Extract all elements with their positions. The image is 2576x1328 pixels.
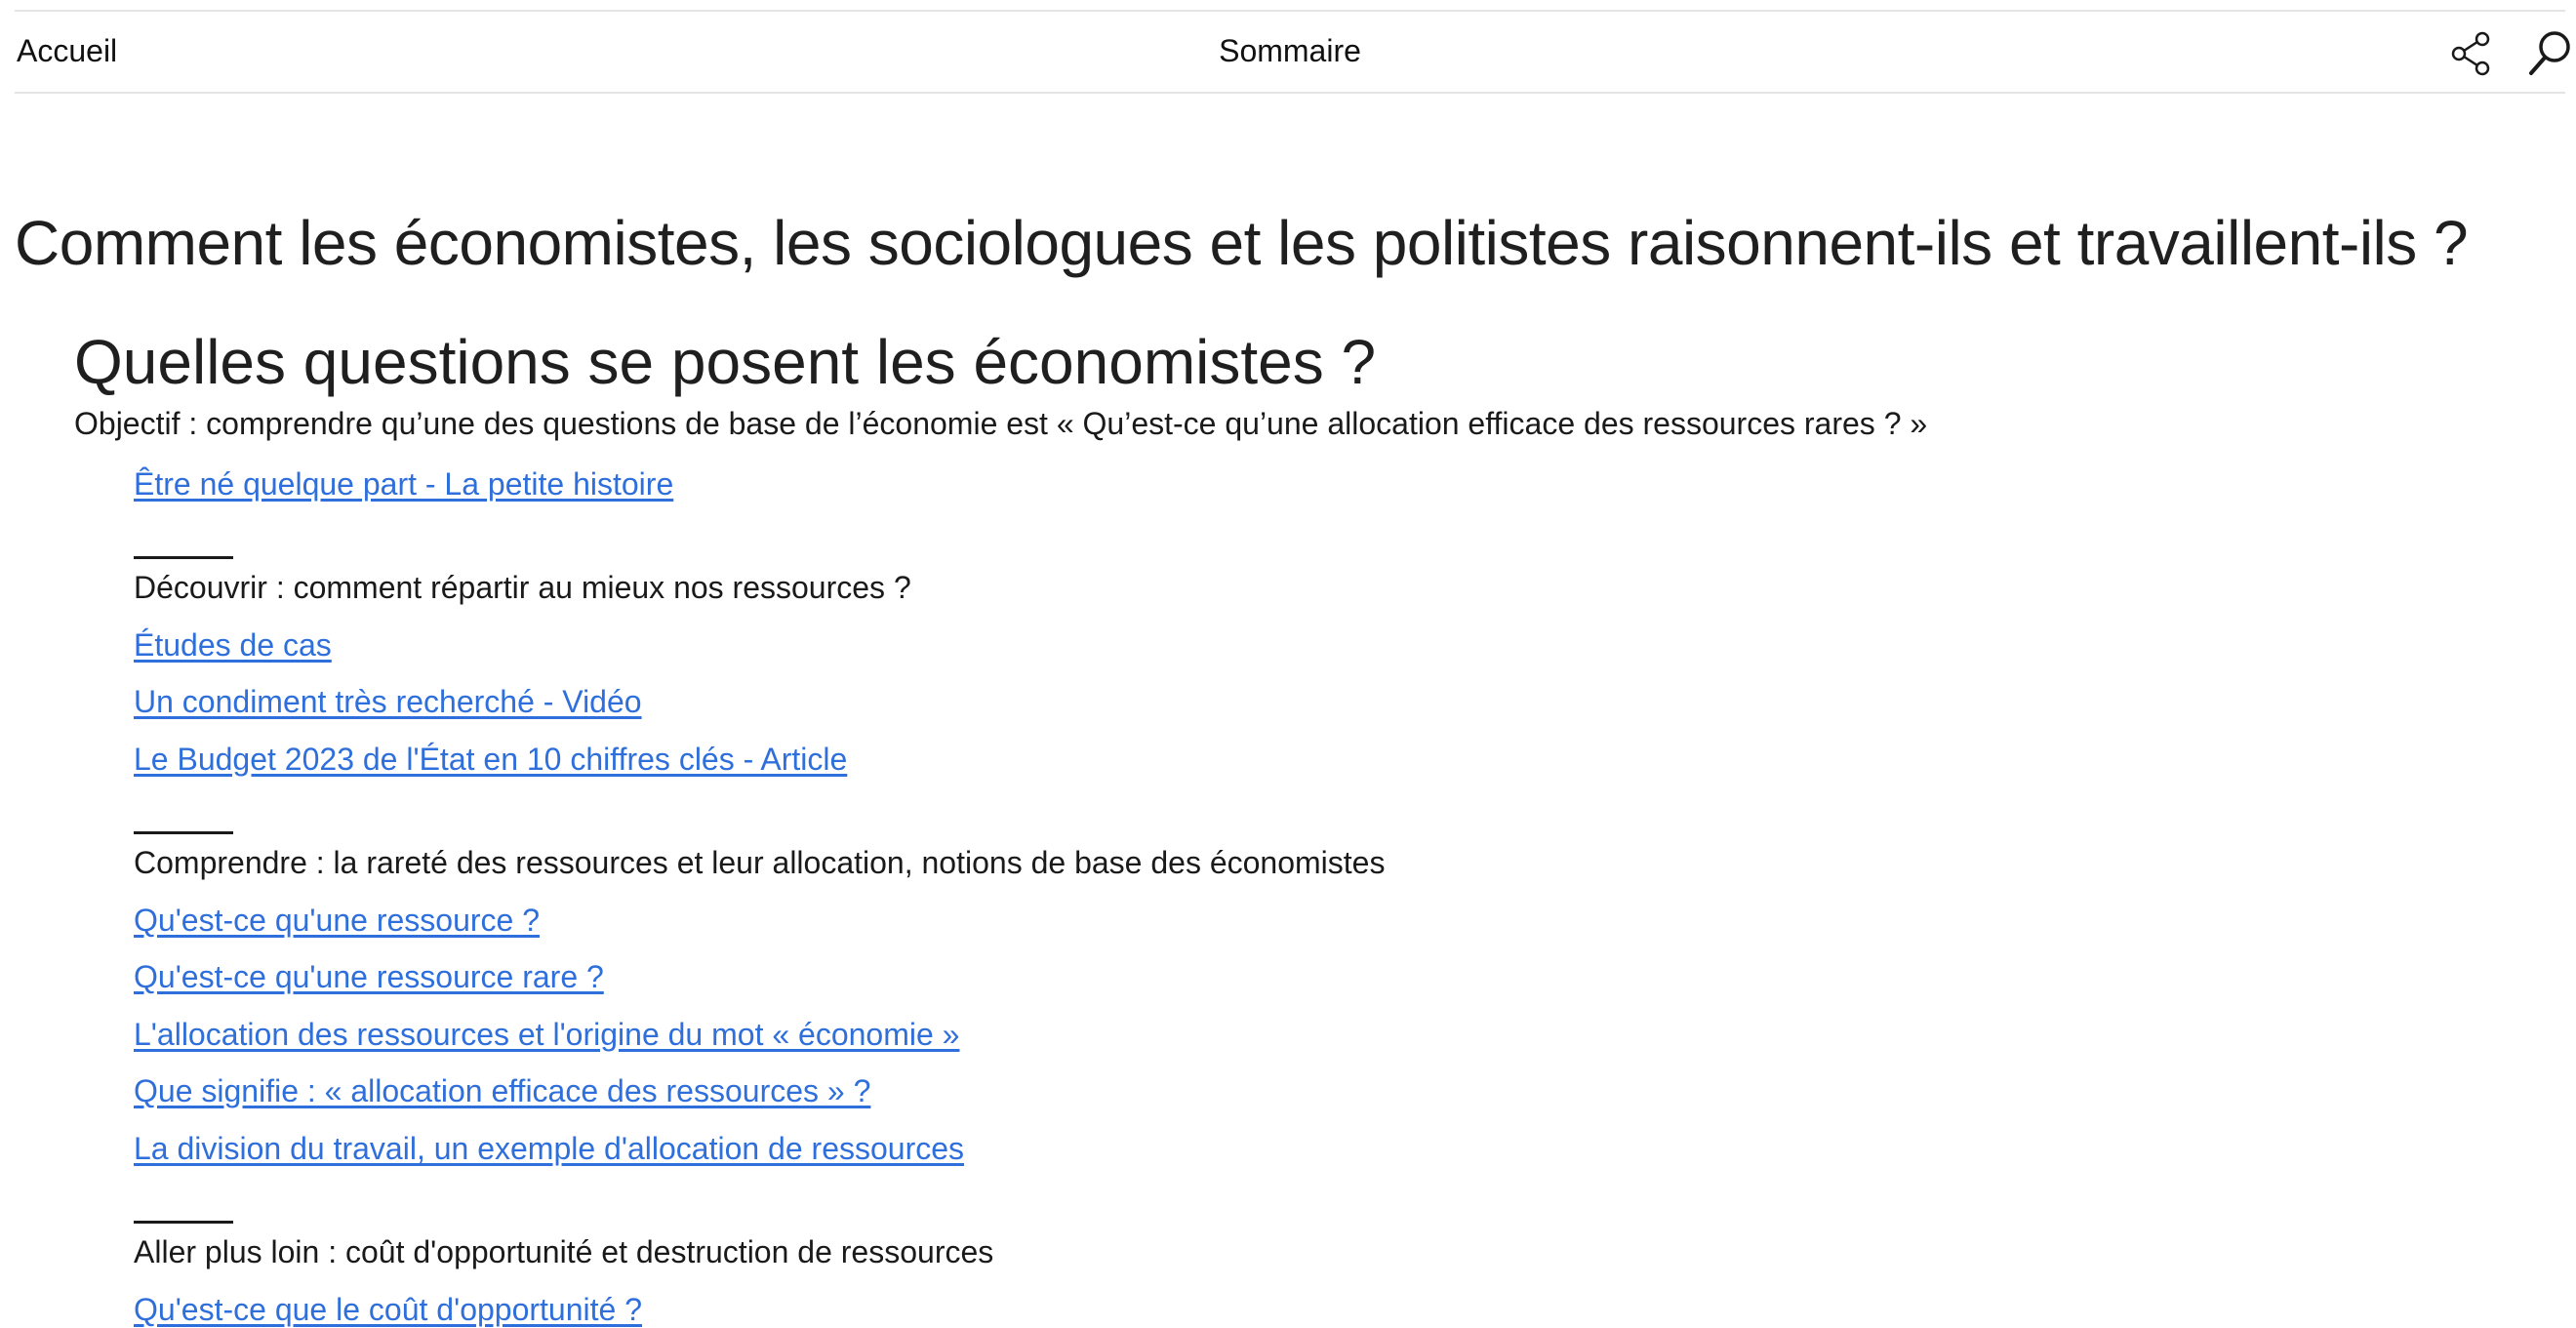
list-item-link[interactable]: Qu'est-ce qu'une ressource ? — [134, 903, 540, 938]
table-of-contents-link[interactable]: Sommaire — [1219, 33, 1361, 68]
share-icon[interactable] — [2449, 31, 2494, 76]
page-title: Comment les économistes, les sociologues et les politistes raisonnent-ils et travaillent-ils ? — [15, 208, 2469, 278]
group-divider — [134, 831, 233, 834]
home-link[interactable]: Accueil — [17, 33, 118, 68]
list-item-link[interactable]: La division du travail, un exemple d'allocation de ressources — [134, 1131, 965, 1166]
top-navigation-bar — [15, 10, 2565, 94]
intro-story-link[interactable]: Être né quelque part - La petite histoire — [134, 466, 674, 502]
list-item-link[interactable]: Études de cas — [134, 627, 332, 663]
search-icon[interactable] — [2526, 29, 2573, 78]
list-item-link[interactable]: Qu'est-ce qu'une ressource rare ? — [134, 959, 604, 994]
section-objective: Objectif : comprendre qu’une des questions de base de l’économie est « Qu’est-ce qu’une allocation efficace des ressources rares ? » — [74, 406, 1928, 441]
group-divider — [134, 1221, 233, 1224]
section-title: Quelles questions se posent les économistes ? — [74, 327, 1377, 397]
group-heading-decouvrir: Découvrir : comment répartir au mieux nos ressources ? — [134, 570, 911, 605]
list-item-link[interactable]: Que signifie : « allocation efficace des ressources » ? — [134, 1073, 871, 1108]
list-item-link[interactable]: Le Budget 2023 de l'État en 10 chiffres clés - Article — [134, 742, 848, 777]
list-item-link[interactable]: Qu'est-ce que le coût d'opportunité ? — [134, 1292, 642, 1327]
group-heading-comprendre: Comprendre : la rareté des ressources et leur allocation, notions de base des économistes — [134, 845, 1386, 880]
group-heading-aller-plus-loin: Aller plus loin : coût d'opportunité et destruction de ressources — [134, 1234, 994, 1269]
group-divider — [134, 556, 233, 559]
list-item-link[interactable]: Un condiment très recherché - Vidéo — [134, 684, 642, 719]
list-item-link[interactable]: L'allocation des ressources et l'origine du mot « économie » — [134, 1017, 960, 1052]
chapter-section — [74, 322, 2514, 445]
